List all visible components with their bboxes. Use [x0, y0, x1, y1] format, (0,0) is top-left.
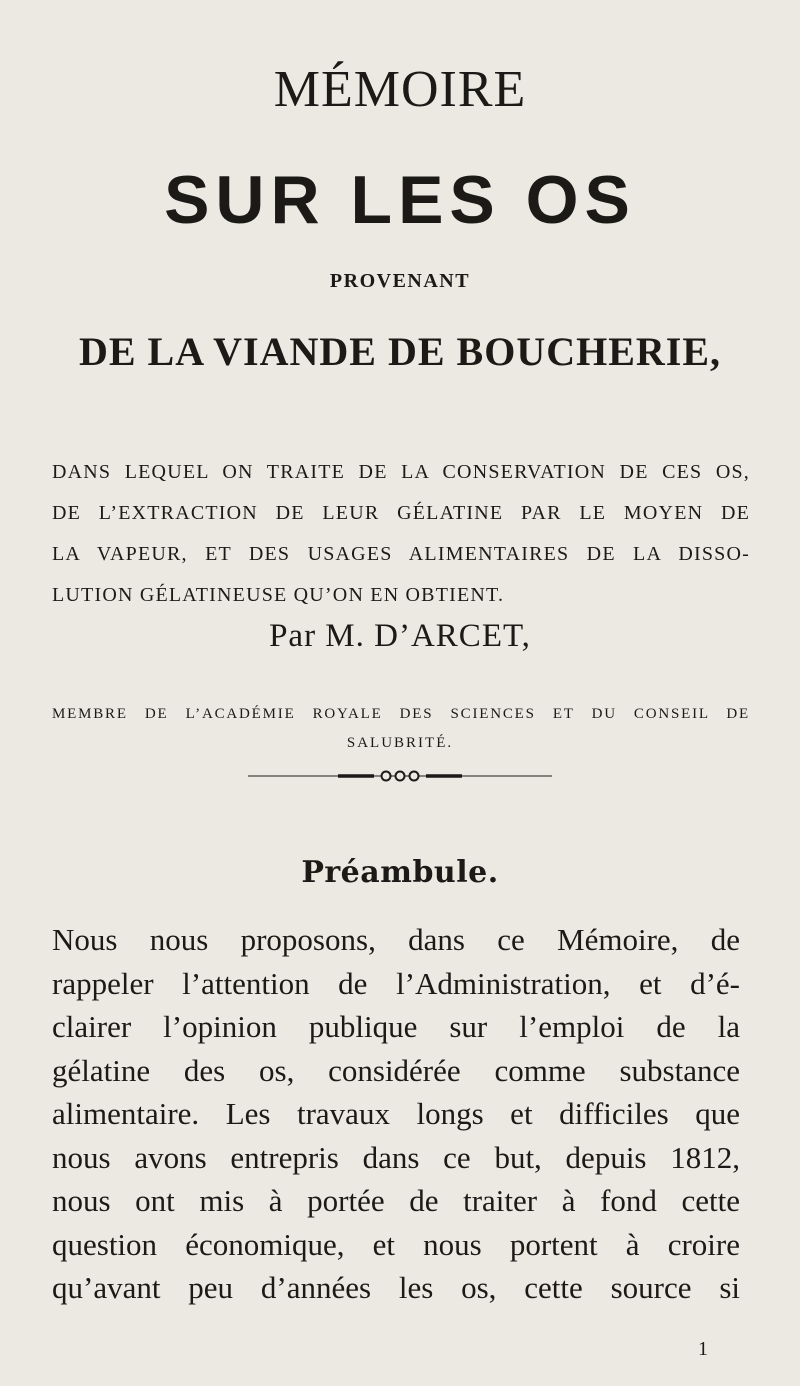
page-number: 1 — [698, 1338, 708, 1360]
body-line: Nous nous proposons, dans ce Mémoire, de — [52, 922, 740, 957]
title-provenant: PROVENANT — [329, 270, 471, 292]
ornamental-rule — [248, 770, 552, 782]
subtitle-line: LA VAPEUR, ET DES USAGES ALIMENTAIRES DE LA DISSO- — [52, 543, 750, 565]
body-paragraph — [52, 918, 740, 1310]
subtitle-line: DANS LEQUEL ON TRAITE DE LA CONSERVATION DE CES OS, — [52, 461, 750, 483]
body-line: qu’avant peu d’années les os, cette source si — [52, 1270, 740, 1305]
title-memoire: MÉMOIRE — [273, 61, 527, 118]
subtitle-line: DE L’EXTRACTION DE LEUR GÉLATINE PAR LE MOYEN DE — [52, 502, 750, 524]
subtitle-block — [52, 452, 750, 616]
body-line: alimentaire. Les travaux longs et difficiles que — [52, 1096, 740, 1131]
title-viande-de-boucherie: DE LA VIANDE DE BOUCHERIE, — [78, 329, 722, 374]
body-line: nous avons entrepris dans ce but, depuis 1812, — [52, 1139, 740, 1175]
author-title-line: SALUBRITÉ. — [346, 735, 454, 751]
body-line: gélatine des os, considérée comme substance — [52, 1052, 740, 1088]
author-line: Par M. D’ARCET, — [269, 618, 531, 654]
author-title-line: MEMBRE DE L’ACADÉMIE ROYALE DES SCIENCES ET DU CONSEIL DE — [52, 706, 750, 722]
body-line: nous ont mis à portée de traiter à fond cette — [52, 1183, 740, 1218]
body-line: question économique, et nous portent à croire — [52, 1226, 740, 1262]
subtitle-line: LUTION GÉLATINEUSE QU’ON EN OBTIENT. — [52, 584, 505, 606]
preamble-heading: Préambule. — [301, 855, 499, 890]
body-line: rappeler l’attention de l’Administration, et d’é- — [52, 965, 740, 1001]
title-sur-les-os: SUR LES OS — [164, 162, 636, 238]
body-line: clairer l’opinion publique sur l’emploi de la — [52, 1009, 740, 1044]
